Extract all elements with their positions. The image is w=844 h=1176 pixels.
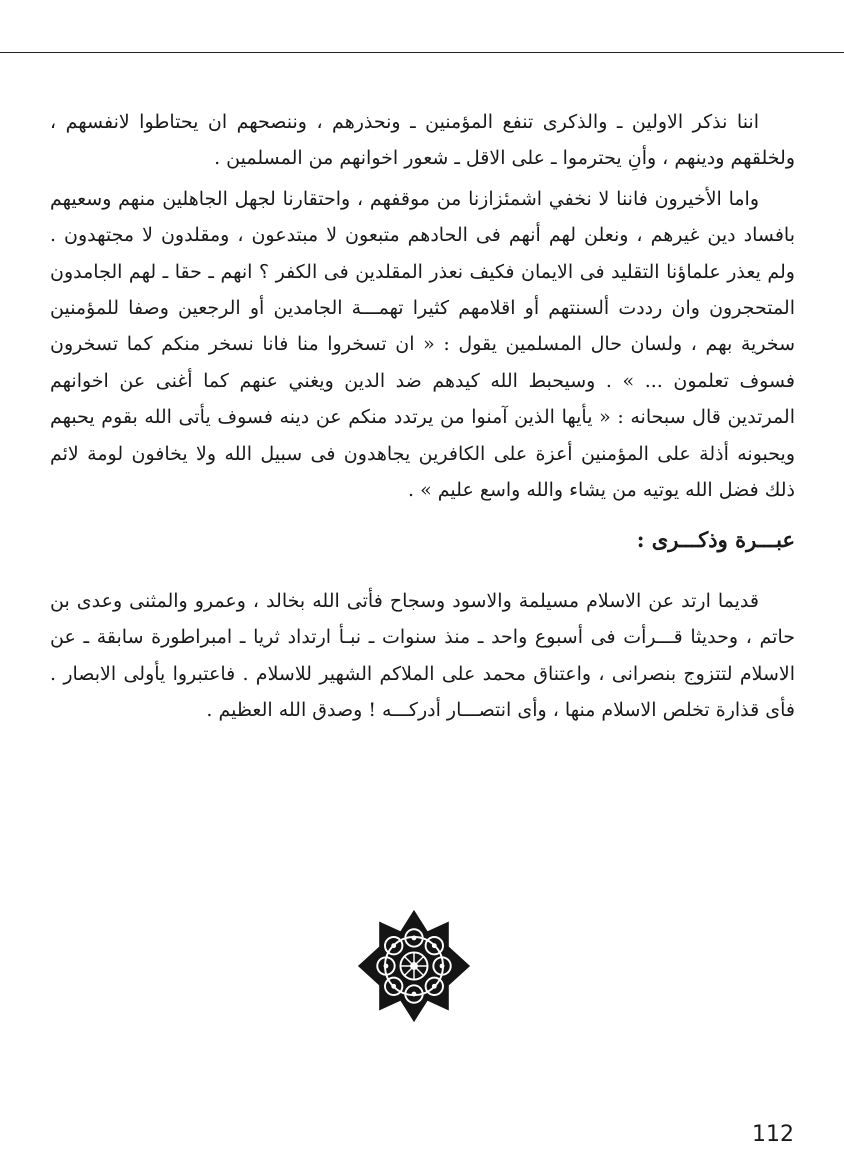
star-rosette-ornament-icon	[356, 908, 472, 1024]
page-body	[50, 104, 795, 729]
section-heading: عبـــرة وذكـــرى :	[636, 527, 795, 553]
paragraph-3: قديما ارتد عن الاسلام مسيلمة والاسود وسجاح فأتى الله بخالد ، وعمرو والمثنى وعدى بن حاتم ، وحديثا قـــرأت فى أسبوع واحد ـ منذ سنوات ـ نبـأ ارتداد ثريا ـ امبراطورة سابقة ـ عن الاسلام لتتزوج بنصرانى ، واعتناق محمد على الملاكم الشهير للاسلام . فاعتبروا يأولى الابصار . فأى قذارة تخلص الاسلام منها ، وأى انتصـــار أدركـــه ! وصدق الله العظيم .	[50, 589, 795, 722]
paragraph-2: واما الأخيرون فاننا لا نخفي اشمئزازنا من موقفهم ، واحتقارنا لجهل الجاهلين منهم وسعيهم بافساد دين غيرهم ، ونعلن لهم أنهم فى الحادهم متبعون لا مبتدعون ، ومقلدون لا مجتهدون . ولم يعذر علماؤنا التقليد فى الايمان فكيف نعذر المقلدين فى الكفر ؟ انهم ـ حقا ـ لهم الجامدون المتحجرون وان رددت ألسنتهم أو اقلامهم كثيرا تهمـــة الجامدين أو الرجعين وصفا للمؤمنين سخرية بهم ، ولسان حال المسلمين يقول : « ان تسخروا منا فانا نسخر منكم كما تسخرون فسوف تعلمون ... » . وسيحبط الله كيدهم ضد الدين ويغني عنهم كما أغنى عن اخوانهم المرتدين قال سبحانه : « يأيها الذين آمنوا من يرتدد منكم عن دينه فسوف يأتى الله بقوم يحبهم ويحبونه أذلة على المؤمنين أعزة على الكافرين يجاهدون فى سبيل الله ولا يخافون لومة لائم ذلك فضل الله يوتيه من يشاء والله واسع عليم » .	[50, 187, 795, 502]
header-rule	[0, 52, 844, 53]
paragraph-1: اننا نذكر الاولين ـ والذكرى تنفع المؤمنين ـ ونحذرهم ، وننصحهم ان يحتاطوا لانفسهم ، ولخلقهم ودينهم ، وأنِ يحترموا ـ على الاقل ـ شعور اخوانهم من المسلمين .	[50, 111, 795, 170]
page-number: 112	[752, 1122, 794, 1147]
